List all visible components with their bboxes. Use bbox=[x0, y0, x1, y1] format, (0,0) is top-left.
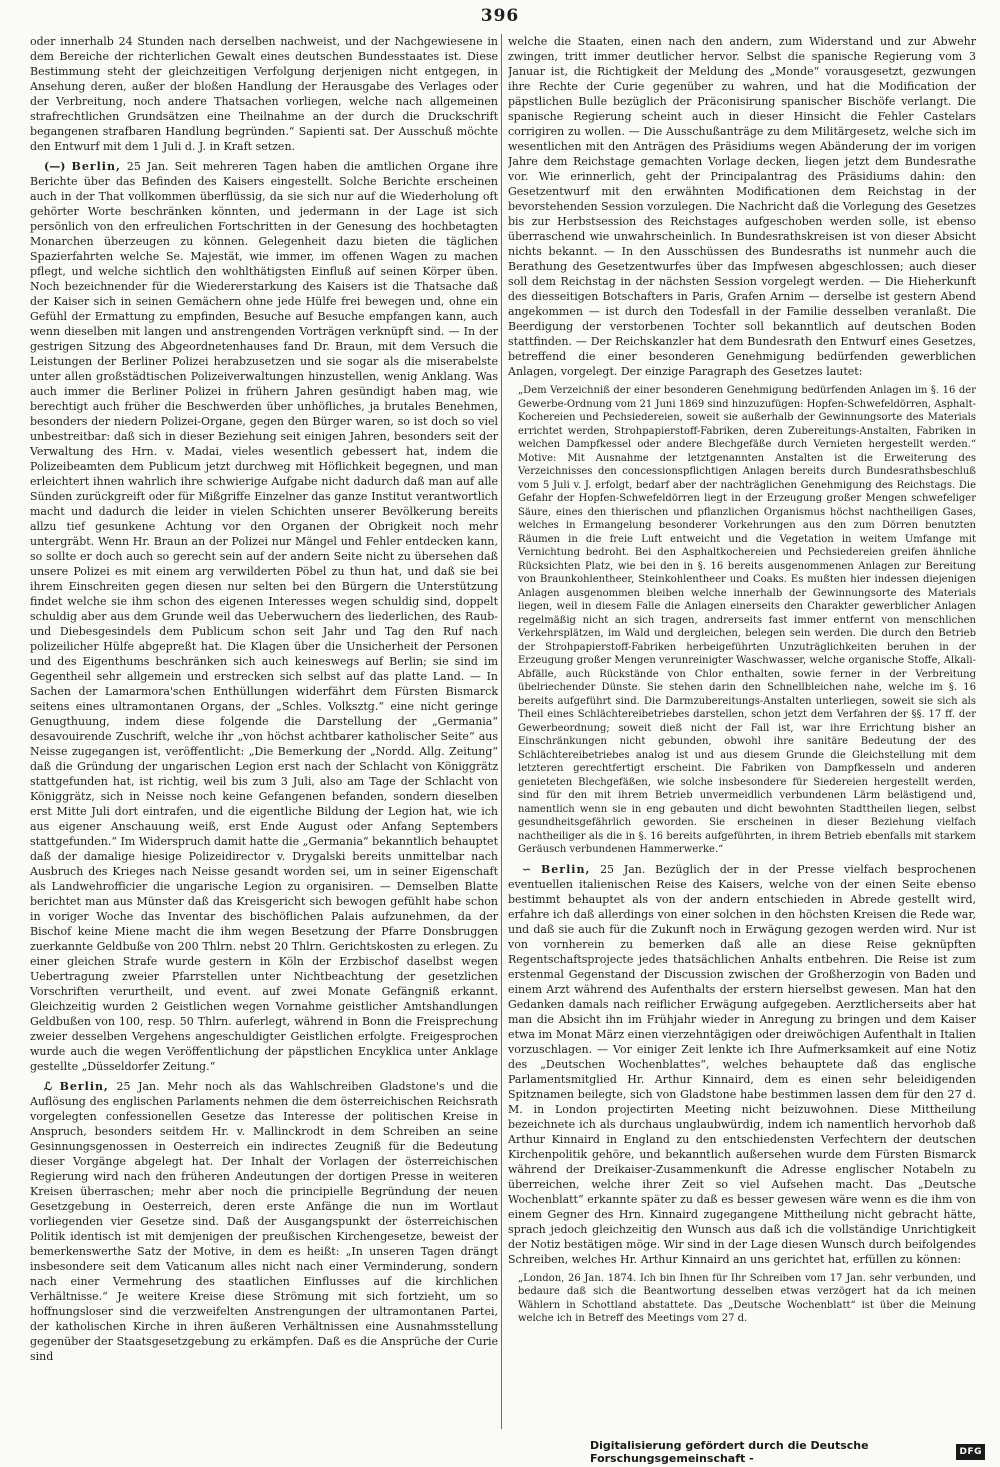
article-dateline: Berlin, bbox=[541, 862, 591, 876]
page-number: 396 bbox=[480, 6, 520, 26]
right-column bbox=[508, 34, 976, 1429]
intro-paragraph: welche die Staaten, einen nach den andern, zum Widerstand und zur Abwehr zwingen, tritt immer deutlicher hervor. Selbst die spanische Regierung vom 3 Januar ist, die Richtigkeit der Meldung des „Monde“ vorausgesetzt, gezwungen ihre Rechte der Curie gegenüber zu wahren, und hat die Modification der päpstlichen Bulle bezüglich der Präconisirung spanischer Bischöfe verlangt. Die spanische Regierung scheint auch in dieser Hinsicht die Fehler Castelars corrigiren zu wollen. — Die Ausschußanträge zu dem Militärgesetz, welche sich im wesentlichen mit den Anträgen des Präsidiums wegen Abänderung der im vorigen Jahre dem Reichstage gemachten Vorlage decken, liegen jetzt dem Bundesrathe vor. Wie erinnerlich, geht der Principalantrag des Präsidiums dahin: den Gesetzentwurf mit den erwähnten Modificationen dem Reichstag in der bevorstehenden Session vorzulegen. Die Nachricht daß die Vorlegung des Gesetzes bis zur Herbstsession des Reichstages aufgeschoben werden solle, ist ebenso überraschend wie unwahrscheinlich. In Bundesrathskreisen ist von dieser Absicht nichts bekannt. — In den Ausschüssen des Bundesraths ist nunmehr auch die Berathung des Gesetzentwurfes über das Impfwesen abgeschlossen; auch dieser soll dem Reichstag in der nächsten Session vorgelegt werden. — Die Hieherkunft des diesseitigen Botschafters in Paris, Grafen Arnim — derselbe ist gestern Abend angekommen — ist durch den Todesfall in der Familie desselben veranlaßt. Die Beerdigung der verstorbenen Tochter soll bekanntlich auf deutschen Boden stattfinden. — Der Reichskanzler hat dem Bundesrath den Entwurf eines Gesetzes, betreffend die einer besonderen Genehmigung bedürfenden gewerblichen Anlagen, vorgelegt. Der einzige Paragraph des Gesetzes lautet: bbox=[508, 35, 976, 378]
left-column-intro bbox=[30, 34, 498, 154]
article-marker: (—) bbox=[44, 160, 66, 173]
article-berlin-3 bbox=[508, 862, 976, 1267]
article-date: 25 Jan. bbox=[600, 862, 646, 876]
column-divider bbox=[501, 34, 502, 1429]
left-column bbox=[30, 34, 498, 1429]
right-column-intro bbox=[508, 34, 976, 379]
article-date: 25 Jan. bbox=[116, 1080, 160, 1093]
article-berlin-2 bbox=[30, 1079, 498, 1364]
law-quote: „Dem Verzeichniß der einer besonderen Genehmigung bedürfenden Anlagen im §. 16 der Gewerbe-Ordnung vom 21 Juni 1869 sind hinzuzufügen: Hopfen-Schwefeldörren, Asphalt-Kochereien und Pechsiedereien, soweit sie außerhalb der Gewinnungsorte des Materials errichtet werden, Strohpapierstoff-Fabriken, deren Zubereitungs-Anstalten, Fabriken in welchen Dampfkessel oder andere Blechgefäße durch Vernieten hergestellt werden.“ Motive: Mit Ausnahme der letztgenannten Anstalten ist die Erweiterung des Verzeichnisses den concessionspflichtigen Anlagen bereits durch Bundesrathsbeschluß vom 5 Juli v. J. erfolgt, bedarf aber der nachträglichen Genehmigung des Reichstags. Die Gefahr der Hopfen-Schwefeldörren liegt in der Erzeugung großer Mengen schwefeliger Säure, eines den thierischen und pflanzlichen Organismus höchst nachtheiligen Gases, welches in Ermangelung besonderer Vorkehrungen aus den zum Dörren benutzten Räumen in die freie Luft entweicht und die Vegetation in weitem Umfange mit Vernichtung bedroht. Bei den Asphaltkochereien und Pechsiedereien greifen ähnliche Rücksichten Platz, wie bei den in §. 16 bereits ausgenommenen Anlagen zur Bereitung von Braunkohlentheer, Steinkohlentheer und Coaks. Es mußten hier indessen diejenigen Anlagen ausgenommen bleiben welche innerhalb der Gewinnungsorte des Materials liegen, weil in diesem Falle die Anlagen einerseits den Charakter gewerblicher Anlagen regelmäßig nicht an sich tragen, andrerseits fast immer entfernt von menschlichen Verkehrsplätzen, im Wald und dergleichen, belegen sein werden. Die durch den Betrieb der Strohpapierstoff-Fabriken herbeigeführten Unzuträglichkeiten beruhen in der Erzeugung großer Mengen verunreinigter Waschwasser, welche organische Stoffe, Alkali-Abfälle, auch Rückstände von Chlor enthalten, sowie ferner in der Verbreitung übelriechender Dünste. Sie stehen darin den Schnellbleichen nahe, welche im §. 16 bereits aufgeführt sind. Die Darmzubereitungs-Anstalten unterliegen, soweit sie sich als Theil eines Schlächtereibetriebes darstellen, schon jetzt dem Verfahren der §§. 17 ff. der Gewerbeordnung; soweit dieß nicht der Fall ist, war ihre Errichtung bisher an Einschränkungen nicht gebunden, obwohl ihre sanitäre Bedeutung der des Schlächtereibetriebes analog ist und aus diesem Grunde die Gleichstellung mit dem letzteren gerechtfertigt erscheint. Die Fabriken von Dampfkesseln und anderen genieteten Blechgefäßen, wie solche insbesondere für Siedereien hergestellt werden, sind für den mit ihrem Betrieb unvermeidlich verbundenen Lärm belästigend und, namentlich wenn sie in eng gebauten und dicht bewohnten Stadttheilen liegen, selbst gesundheitsgefährlich geworden. Sie erscheinen in dieser Beziehung vielfach nachtheiliger als die in §. 16 bereits aufgeführten, in ihrem Betrieb ebenfalls mit starkem Geräusch verbundenen Hammerwerke.“ bbox=[518, 385, 976, 855]
article-body: Bezüglich der in der Presse vielfach besprochenen eventuellen italienischen Reise des Kaisers, welche von der einen Seite ebenso bestimmt behauptet als von der andern entschieden in Abrede gestellt wird, erfahre ich daß allerdings von einer solchen in den höchsten Kreisen die Rede war, und daß sie auch für die Zukunft noch in Erwägung gezogen werden wird. Nur ist von vornherein zu bemerken daß alle an diese Reise geknüpften Regentschaftsprojecte jedes thatsächlichen Anhalts entbehren. Die Reise ist zum erstenmal Gegenstand der Discussion zwischen der Großherzogin von Baden und einem Arzt während des Aufenthalts der erstern hierselbst gewesen. Man hat den Gedanken damals nach reiflicher Erwägung aufgegeben. Aerztlicherseits aber hat man die Absicht ihn im Frühjahr wieder in Anregung zu bringen und dem Kaiser etwa im Monat März einen vierzehntägigen oder dreiwöchigen Aufenthalt in Italien vorzuschlagen. — Vor einiger Zeit lenkte ich Ihre Aufmerksamkeit auf eine Notiz des „Deutschen Wochenblattes“, welches behauptete daß das englische Parlamentsmitglied Hr. Arthur Kinnaird, dem es einen sehr beleidigenden Spitznamen beilegte, sich von Gladstone habe bestimmen lassen dem für den 27 d. M. in London projectirten Meeting nicht beizuwohnen. Diese Mittheilung bezeichnete ich als durchaus unglaubwürdig, indem ich namentlich hervorhob daß Arthur Kinnaird in England zu den entschiedensten Verfechtern der deutschen Kirchenpolitik gehöre, und bekanntlich außersehen wurde dem Fürsten Bismarck während der Dreikaiser-Zusammenkunft die Adresse englischer Notabeln zu überreichen, welche ihrer Zeit so viel Aufsehen macht. Das „Deutsche Wochenblatt“ erkannte später zu daß es besser gewesen wäre wenn es die ihm von einem Gegner des Hrn. Kinnaird zugegangene Mittheilung nicht gebracht hätte, sprach jedoch gleichzeitig den Wunsch aus daß ich die vollständige Unrichtigkeit der Notiz bestätigen möge. Wir sind in der Lage diesen Wunsch durch beifolgendes Schreiben, welches Hr. Arthur Kinnaird an uns gerichtet hat, erfüllen zu können: bbox=[508, 862, 976, 1266]
dfg-logo: DFG bbox=[956, 1444, 985, 1460]
kinnaird-letter: „London, 26 Jan. 1874. Ich bin Ihnen für Ihr Schreiben vom 17 Jan. sehr verbunden, und bedaure daß sich die Beantwortung desselben etwas verzögert hat da ich meinen Wählern in Schottland abstattete. Das „Deutsche Wochenblatt“ ist über die Meinung welche ich in Betreff des Meetings vom 27 d. bbox=[518, 1272, 976, 1324]
article-dateline: Berlin, bbox=[71, 160, 121, 173]
digitization-credit bbox=[590, 1439, 985, 1465]
article-body: Mehr noch als das Wahlschreiben Gladstone's und die Auflösung des englischen Parlaments nehmen die dem österreichischen Reichsrath vorgelegten confessionellen Gesetze das Interesse der politischen Kreise in Anspruch, besonders seitdem Hr. v. Mallinckrodt in dem Schreiben an seine Gesinnungsgenossen in Oesterreich ein indirectes Zeugniß für die Bedeutung dieser Vorgänge abgelegt hat. Der Inhalt der Vorlagen der österreichischen Regierung wird nach den früheren Andeutungen der dortigen Presse in weiteren Kreisen überraschen; mehr aber noch die principielle Begründung der neuen Gesetzgebung in Oesterreich, deren erste Anfänge die nun im Wortlaut vorliegenden vier Gesetze sind. Daß der Ausgangspunkt der österreichischen Politik identisch ist mit demjenigen der preußischen Kirchengesetze, beweist der bemerkenswerthe Satz der Motive, in dem es heißt: „In unseren Tagen drängt insbesondere seit dem Vaticanum alles nicht nach einer Verminderung, sondern nach einer Vermehrung des staatlichen Einflusses auf die kirchlichen Verhältnisse.“ Je weitere Kreise diese Strömung mit sich fortzieht, um so hoffnungsloser sind die verzweifelten Anstrengungen der ultramontanen Partei, der katholischen Kirche in ihren äußeren Verhältnissen eine Ausnahmsstellung gegenüber der Staatsgesetzgebung zu erkämpfen. Daß es die Ansprüche der Curie sind bbox=[30, 1080, 498, 1363]
article-marker: ℒ bbox=[44, 1080, 52, 1093]
credit-text: Digitalisierung gefördert durch die Deutsche Forschungsgemeinschaft - bbox=[590, 1439, 869, 1465]
article-berlin-1 bbox=[30, 159, 498, 1074]
article-dateline: Berlin, bbox=[59, 1080, 109, 1093]
article-marker: ∽ bbox=[522, 862, 532, 876]
intro-paragraph: oder innerhalb 24 Stunden nach derselben nachweist, und der Nachgewiesene in dem Bereiche der richterlichen Gewalt eines deutschen Bundesstaates ist. Diese Bestimmung steht der gleichzeitigen Verfolgung derjenigen nicht entgegen, in Ansehung deren, außer der bloßen Handlung der Herausgabe des Verlages oder der Verbreitung, noch andere Thatsachen vorliegen, welche nach allgemeinen strafrechtlichen Grundsätzen eine Theilnahme an der durch die Druckschrift begangenen strafbaren Handlung begründen.“ Sapienti sat. Der Ausschuß möchte den Entwurf mit dem 1 Juli d. J. in Kraft setzen. bbox=[30, 35, 498, 153]
article-body: Seit mehreren Tagen haben die amtlichen Organe ihre Berichte über das Befinden des Kaisers eingestellt. Solche Berichte erscheinen auch in der That vollkommen überflüssig, da sie sich nur auf die Wiederholung oft gehörter Worte beschränken könnten, und jedermann in der Lage ist sich persönlich von den erfreulichen Fortschritten in der Genesung des hochbetagten Monarchen überzeugen zu können. Gelegenheit dazu bieten die täglichen Spazierfahrten welche Se. Majestät, wie immer, im offenen Wagen zu machen pflegt, und welche sichtlich den wohlthätigsten Einfluß auf seinen Körper üben. Noch bezeichnender für die Wiedererstarkung des Kaisers ist die Thatsache daß der Kaiser sich in seinen Gemächern ohne jede Hülfe frei bewegen und, ohne ein Gefühl der Ermattung zu empfinden, Besuche auf Besuche empfangen kann, auch wenn dieselben mit langen und anstrengenden Vorträgen verknüpft sind. — In der gestrigen Sitzung des Abgeordnetenhauses fand Dr. Braun, mit dem Versuch die Leistungen der Berliner Polizei herabzusetzen und sie sogar als die miserabelste unter allen großstädtischen Polizeiverwaltungen hinzustellen, wenig Anklang. Was auch immer die Berliner Polizei in frühern Jahren gesündigt haben mag, wie berechtigt auch früher die Beschwerden über unhöfliches, ja brutales Benehmen, besonders der niedern Polizei-Organe, gegen den Bürger waren, so ist doch so viel unbestreitbar: daß sich in dieser Beziehung seit einigen Jahren, besonders seit der Verwaltung des Hrn. v. Madai, vieles wesentlich gebessert hat, indem die Polizeibeamten dem Publicum jetzt durchweg mit Höflichkeit begegnen, und man erleichtert ihnen wahrlich ihre schwierige Aufgabe nicht dadurch daß man auf alle Sünden zurückgreift oder für Mißgriffe Einzelner das ganze Institut verantwortlich macht und dadurch die leider in vielen Schichten unserer Bevölkerung bereits allzu tief gesunkene Achtung vor den Organen der Obrigkeit noch mehr untergräbt. Wenn Hr. Braun an der Polizei nur Mängel und Fehler entdecken kann, so sollte er doch auch so gerecht sein auf der andern Seite nicht zu übersehen daß unsere Polizei es mit einem arg verwilderten Pöbel zu thun hat, und daß sie bei ihrem Einschreiten gegen diesen nur selten bei den Bürgern die Unterstützung findet welche sie ihm schon des eigenen Interesses wegen schuldig sind, doppelt schuldig aber aus dem Grunde weil das Ueberwuchern des liederlichen, des Raub- und Diebesgesindels dem Publicum schon seit Jahr und Tag den Ruf nach polizeilicher Hülfe abgepreßt hat. Die Klagen über die Unsicherheit der Personen und des Eigenthums beschränken sich auch keineswegs auf Berlin; sie sind im Gegentheil sehr allgemein und erstrecken sich selbst auf das platte Land. — In Sachen der Lamarmora'schen Enthüllungen widerfährt dem Fürsten Bismarck seitens eines ultramontanen Organs, der „Schles. Volksztg.“ eine nicht geringe Genugthuung, indem diese folgende die Darstellung der „Germania“ desavouirende Zuschrift, welche ihr „von höchst achtbarer katholischer Seite“ aus Neisse zugegangen ist, veröffentlicht: „Die Bemerkung der „Nordd. Allg. Zeitung“ daß die Gründung der ungarischen Legion erst nach der Schlacht von Königgrätz stattgefunden hat, ist richtig, weil bis zum 3 Juli, also am Tage der Schlacht von Königgrätz, sich in Neisse noch keine Gefangenen befanden, sondern dieselben erst Mitte Juli dort eintrafen, und die eigentliche Bildung der Legion hat, wie ich aus eigener Anschauung weiß, erst Ende August oder Anfang Septembers stattgefunden.“ Im Widerspruch damit hatte die „Germania“ bekanntlich behauptet daß der damalige hiesige Polizeidirector v. Drygalski bereits unmittelbar nach Ausbruch des Krieges nach Neisse gesandt worden sei, um in seiner Eigenschaft als Landwehrofficier die ungarische Legion zu organisiren. — Demselben Blatte berichtet man aus Münster daß das Kreisgericht sich bewogen gefühlt habe schon in voriger Woche das Inventar des bischöflichen Palais aufzunehmen, da der Bischof keine Miene macht die ihm wegen Besetzung der Pfarre Donsbruggen zuerkannte Geldbuße von 200 Thlrn. nebst 20 Thlrn. Gerichtskosten zu erlegen. Zu einer gleichen Strafe wurde gestern in Köln der Erzbischof daselbst wegen Uebertragung zweier Pfarrstellen unter Nichtbeachtung der gesetzlichen Vorschriften verurtheilt, und event. auf zwei Monate Gefängniß erkannt. Gleichzeitig wurden 2 Geistlichen wegen Vornahme geistlicher Amtshandlungen Geldbußen von 100, resp. 50 Thlrn. auferlegt, während in Bonn die Freisprechung zweier desselben Vergehens angeschuldigter Geistlichen erfolgte. Freigesprochen wurde auch die wegen Veröffentlichung der päpstlichen Encyklica unter Anklage gestellte „Düsseldorfer Zeitung.“ bbox=[30, 160, 498, 1073]
article-date: 25 Jan. bbox=[126, 160, 169, 173]
